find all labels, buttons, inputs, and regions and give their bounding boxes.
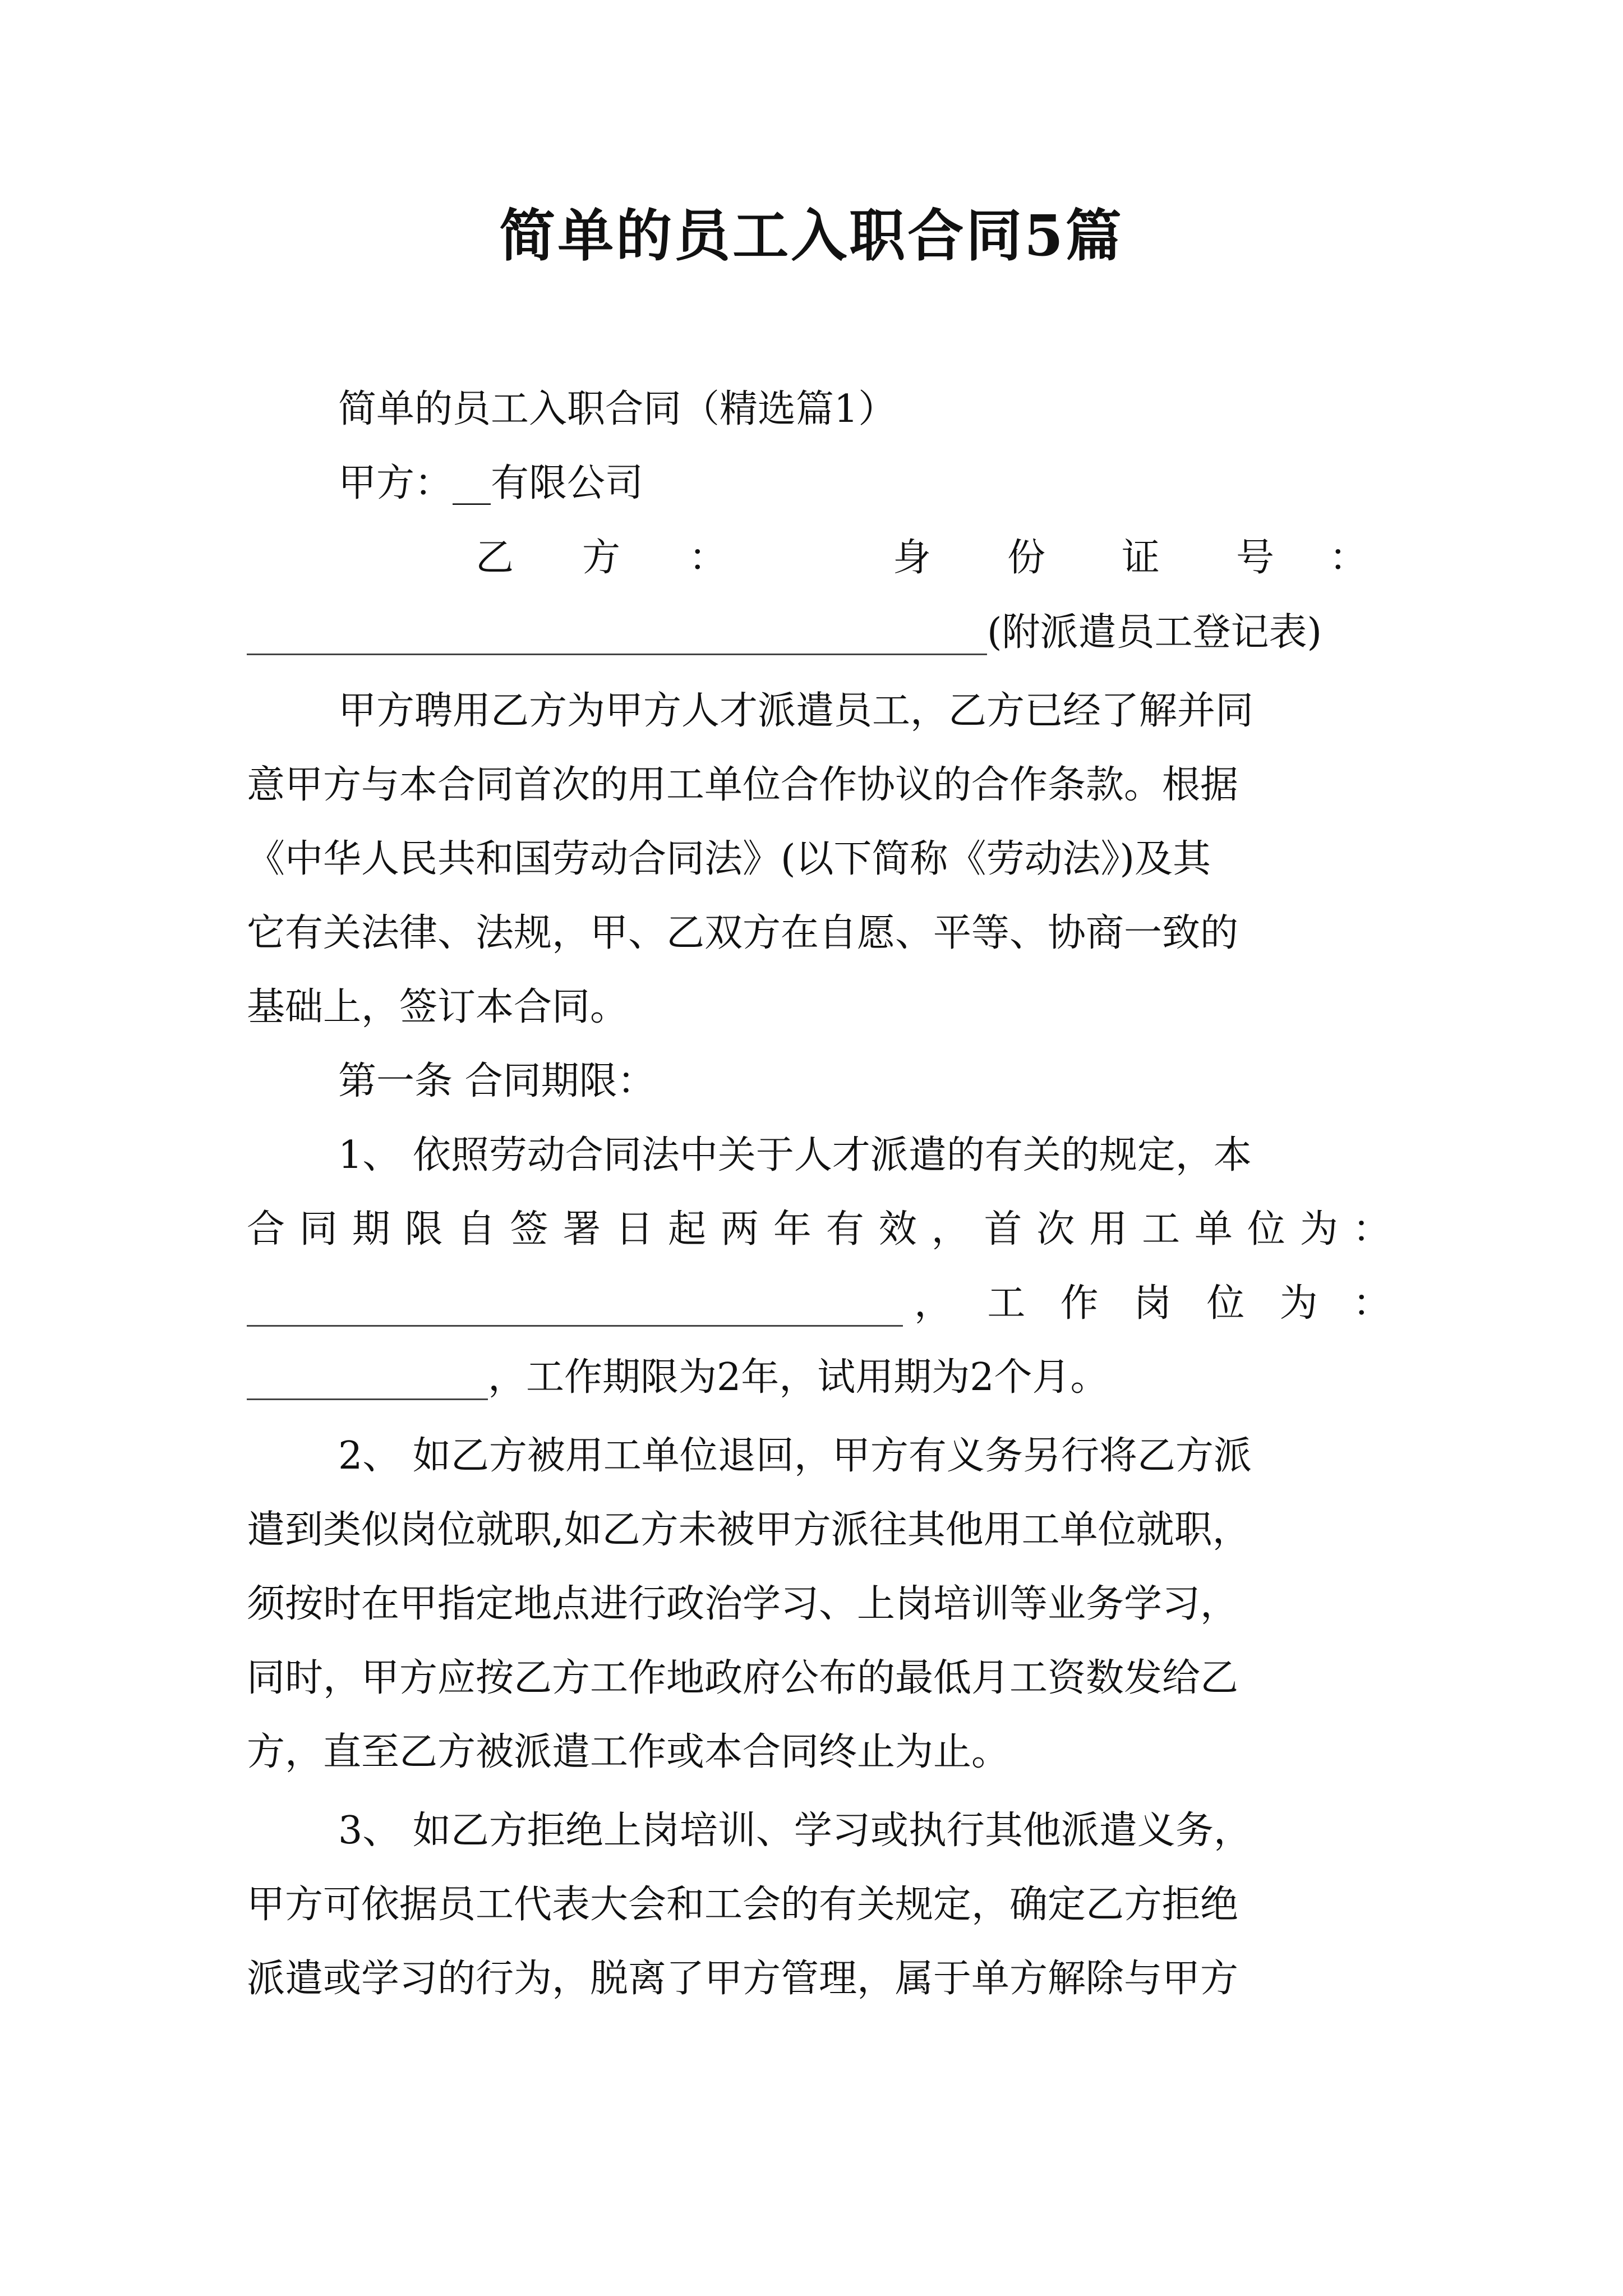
char: 效 — [878, 1207, 917, 1251]
item3-line: 3、 如乙方拒绝上岗培训、学习或执行其他派遣义务， — [338, 1809, 1252, 1853]
item2-line: 同时，甲方应按乙方工作地政府公布的最低月工资数发给乙 — [247, 1656, 1239, 1700]
id-number-blank — [247, 614, 987, 655]
item2-line: 须按时在甲指定地点进行政治学习、上岗培训等业务学习， — [247, 1582, 1239, 1626]
party-a-line: 甲方：__有限公司 — [338, 461, 644, 505]
position-blank — [247, 1359, 488, 1400]
employer-blank — [247, 1286, 903, 1327]
item3-line: 派遣或学习的行为，脱离了甲方管理，属于单方解除与甲方 — [247, 1957, 1239, 2001]
item1-position-line — [914, 1281, 1391, 1326]
char: 首 — [984, 1207, 1022, 1251]
char: 作 — [1060, 1281, 1099, 1326]
char: ： — [1352, 1281, 1391, 1326]
char: 有 — [826, 1207, 864, 1251]
id-label-char: 号 — [1236, 536, 1275, 580]
char: 为 — [1279, 1281, 1318, 1326]
item2-line: 方，直至乙方被派遣工作或本合同终止为止。 — [247, 1730, 1010, 1774]
party-b-colon: ： — [689, 536, 727, 580]
item1-term-line — [247, 1355, 1109, 1400]
char: 起 — [668, 1207, 707, 1251]
party-b-char: 乙 — [476, 536, 514, 580]
char: 岗 — [1133, 1281, 1172, 1326]
char: 自 — [457, 1207, 496, 1251]
char: 为 — [1299, 1207, 1338, 1251]
intro-line: 意甲方与本合同首次的用工单位合作协议的合作条款。根据 — [247, 763, 1239, 807]
item2-line: 2、 如乙方被用工单位退回，甲方有义务另行将乙方派 — [338, 1434, 1252, 1478]
id-label-colon: ： — [1329, 536, 1368, 580]
char: ： — [1352, 1207, 1391, 1251]
char: ， — [914, 1281, 953, 1326]
char: 日 — [615, 1207, 654, 1251]
item2-line: 遣到类似岗位就职,如乙方未被甲方派往其他用工单位就职， — [247, 1508, 1251, 1552]
char: 年 — [773, 1207, 811, 1251]
char: 单 — [1195, 1207, 1233, 1251]
char: 用 — [1089, 1207, 1128, 1251]
char: 期 — [352, 1207, 390, 1251]
id-blank-row — [247, 610, 1322, 655]
char: 工 — [1142, 1207, 1181, 1251]
id-label-char: 份 — [1007, 536, 1046, 580]
attachment-note: (附派遣员工登记表) — [987, 610, 1322, 655]
id-label-char: 身 — [893, 536, 932, 580]
document-title: 简单的员工入职合同5篇 — [499, 203, 1124, 269]
item1-term-text: ，工作期限为2年，试用期为2个月。 — [488, 1355, 1109, 1400]
char: 两 — [721, 1207, 759, 1251]
char: ， — [931, 1207, 970, 1251]
char: 次 — [1036, 1207, 1075, 1251]
item1-spaced-line — [247, 1207, 1391, 1252]
intro-line: 基础上，签订本合同。 — [247, 985, 629, 1029]
intro-line: 《中华人民共和国劳动合同法》(以下简称《劳动法》)及其 — [247, 837, 1211, 881]
intro-line: 甲方聘用乙方为甲方人才派遣员工，乙方已经了解并同 — [338, 689, 1254, 733]
char: 限 — [404, 1207, 443, 1251]
char: 工 — [987, 1281, 1026, 1326]
id-label-char: 证 — [1122, 536, 1160, 580]
char: 签 — [510, 1207, 548, 1251]
intro-line: 它有关法律、法规，甲、乙双方在自愿、平等、协商一致的 — [247, 911, 1239, 955]
article-heading: 第一条 合同期限： — [338, 1059, 656, 1103]
char: 合 — [247, 1207, 285, 1251]
char: 署 — [562, 1207, 601, 1251]
char: 同 — [299, 1207, 338, 1251]
party-b-char: 方 — [582, 536, 621, 580]
char: 位 — [1247, 1207, 1285, 1251]
contract-subtitle: 简单的员工入职合同（精选篇1） — [338, 387, 897, 431]
item3-line: 甲方可依据员工代表大会和工会的有关规定，确定乙方拒绝 — [247, 1883, 1239, 1927]
item1-line: 1、 依照劳动合同法中关于人才派遣的有关的规定，本 — [338, 1133, 1252, 1177]
char: 位 — [1206, 1281, 1245, 1326]
